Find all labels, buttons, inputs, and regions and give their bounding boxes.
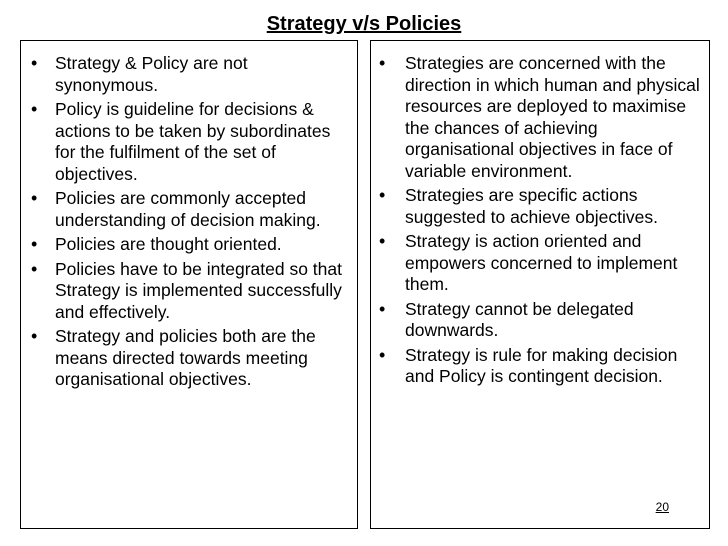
list-item: • Policies are commonly accepted understanding of decision making.	[29, 188, 353, 231]
page-number: 20	[655, 500, 669, 514]
list-item: • Strategy is rule for making decision and Policy is contingent decision.	[377, 345, 705, 388]
policy-bullet-list	[21, 41, 357, 391]
list-item: • Strategies are concerned with the direction in which human and physical resources are deployed to maximise the chances of achieving organisational objectives in face of variable environment.	[377, 53, 705, 182]
list-item: • Strategy & Policy are not synonymous.	[29, 53, 353, 96]
strategy-bullet-list	[371, 41, 709, 388]
list-item: • Policy is guideline for decisions & actions to be taken by subordinates for the fulfilment of the set of objectives.	[29, 99, 353, 185]
slide-title: Strategy v/s Policies	[266, 13, 462, 35]
list-item: • Strategy and policies both are the means directed towards meeting organisational objectives.	[29, 326, 353, 391]
list-item: • Policies are thought oriented.	[29, 234, 353, 256]
strategy-panel	[370, 40, 710, 529]
list-item: • Policies have to be integrated so that Strategy is implemented successfully and effectively.	[29, 259, 353, 324]
policy-panel	[20, 40, 358, 529]
list-item: • Strategies are specific actions suggested to achieve objectives.	[377, 185, 705, 228]
list-item: • Strategy cannot be delegated downwards.	[377, 299, 705, 342]
list-item: • Strategy is action oriented and empowers concerned to implement them.	[377, 231, 705, 296]
